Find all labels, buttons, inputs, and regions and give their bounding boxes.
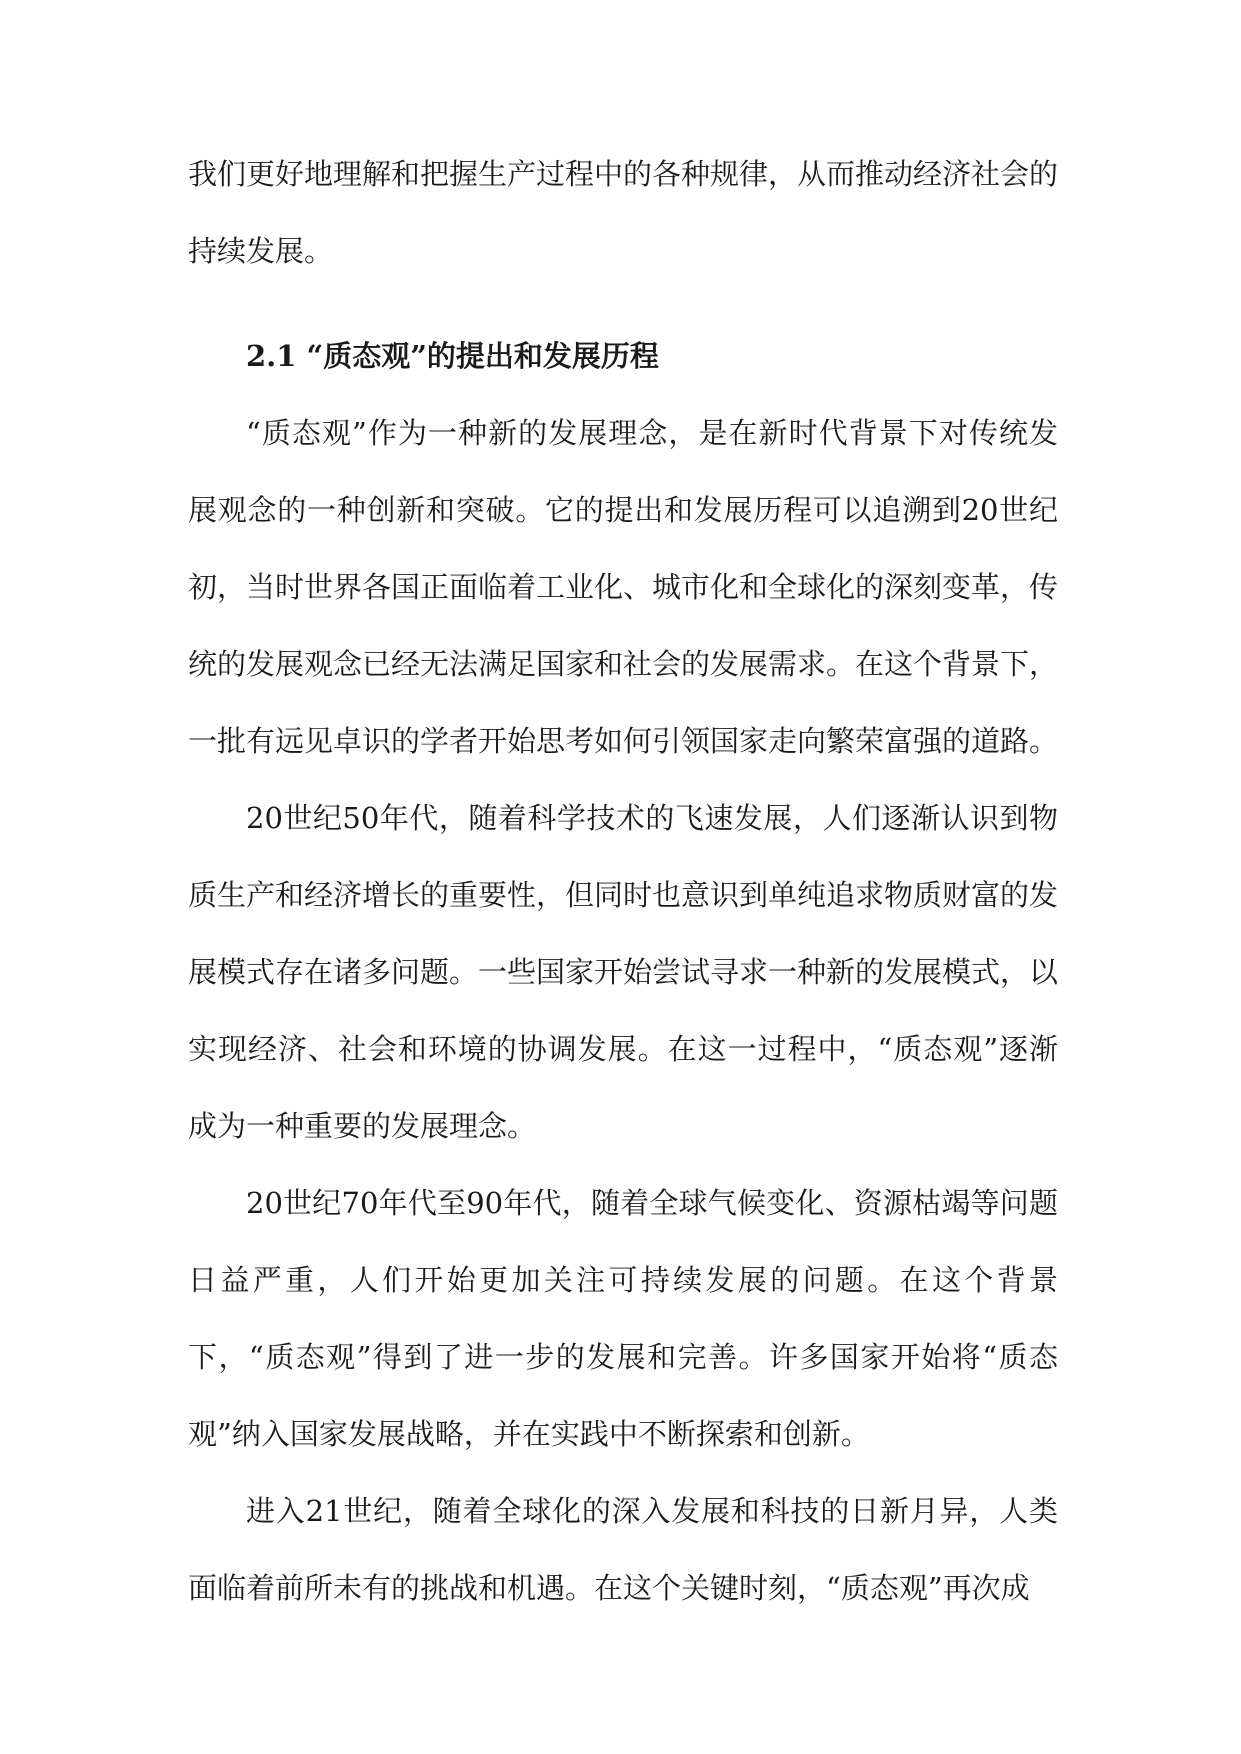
document-body: [188, 136, 1058, 1627]
section-heading: 2.1 “质态观”的提出和发展历程: [246, 339, 659, 373]
paragraph-1: “质态观”作为一种新的发展理念，是在新时代背景下对传统发展观念的一种创新和突破。它的提出和发展历程可以追溯到20世纪初，当时世界各国正面临着工业化、城市化和全球化的深刻变革，传统的发展观念已经无法满足国家和社会的发展需求。在这个背景下，一批有远见卓识的学者开始思考如何引领国家走向繁荣富强的道路。: [188, 416, 1059, 758]
paragraph-3: 20世纪70年代至90年代，随着全球气候变化、资源枯竭等问题日益严重，人们开始更加关注可持续发展的问题。在这个背景下，“质态观”得到了进一步的发展和完善。许多国家开始将“质态观”纳入国家发展战略，并在实践中不断探索和创新。: [188, 1186, 1058, 1451]
paragraph-2: 20世纪50年代，随着科学技术的飞速发展，人们逐渐认识到物质生产和经济增长的重要性，但同时也意识到单纯追求物质财富的发展模式存在诸多问题。一些国家开始尝试寻求一种新的发展模式，以实现经济、社会和环境的协调发展。在这一过程中，“质态观”逐渐成为一种重要的发展理念。: [188, 801, 1059, 1143]
paragraph-4: 进入21世纪，随着全球化的深入发展和科技的日新月异，人类面临着前所未有的挑战和机遇。在这个关键时刻，“质态观”再次成: [188, 1494, 1058, 1605]
paragraph-continuation: 我们更好地理解和把握生产过程中的各种规律，从而推动经济社会的持续发展。: [188, 157, 1059, 268]
